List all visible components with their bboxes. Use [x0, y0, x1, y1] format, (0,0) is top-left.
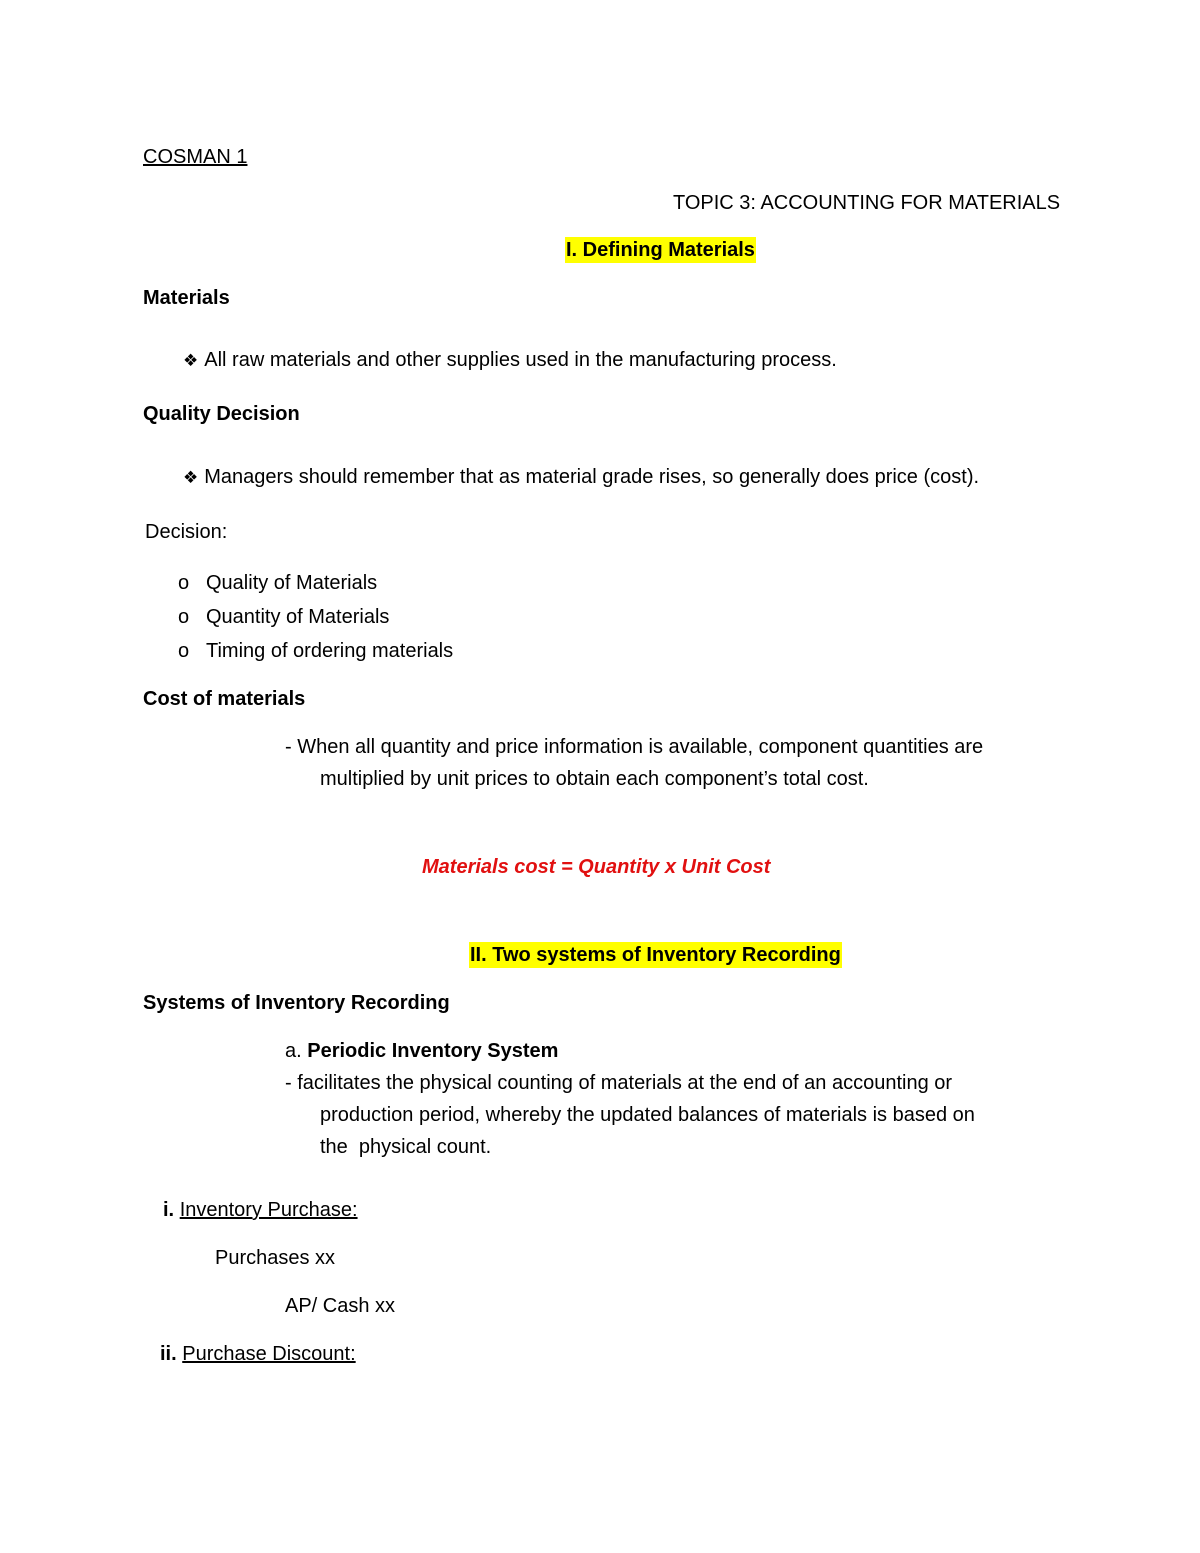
journal-debit: Purchases xx: [215, 1247, 336, 1269]
entry-heading: [160, 1344, 356, 1364]
course-code: COSMAN 1: [143, 146, 248, 168]
systems-subheading: Systems of Inventory Recording: [143, 992, 450, 1014]
decision-item: [178, 607, 389, 627]
decision-item-text: Quality of Materials: [206, 572, 378, 594]
periodic-description-line: - facilitates the physical counting of materials at the end of an accounting or: [285, 1072, 953, 1094]
section-heading-1: [565, 240, 756, 260]
decision-item: [178, 641, 453, 661]
cost-of-materials-title: Cost of materials: [143, 688, 306, 710]
diamond-bullet-icon: ❖: [183, 468, 199, 487]
decision-label: Decision:: [145, 521, 228, 543]
circle-bullet-icon: o: [178, 572, 190, 594]
decision-item-text: Quantity of Materials: [206, 606, 390, 628]
journal-credit: AP/ Cash xx: [285, 1295, 396, 1317]
periodic-system-title: [285, 1041, 558, 1061]
circle-bullet-icon: o: [178, 640, 190, 662]
quality-decision-title: Quality Decision: [143, 403, 300, 425]
periodic-description-line: production period, whereby the updated balances of materials is based on: [320, 1104, 975, 1126]
materials-title: Materials: [143, 287, 230, 309]
section-heading-2-text: II. Two systems of Inventory Recording: [470, 944, 841, 966]
entry-heading: [163, 1200, 358, 1220]
cost-of-materials-line: multiplied by unit prices to obtain each component’s total cost.: [320, 768, 869, 790]
decision-item-text: Timing of ordering materials: [206, 640, 454, 662]
periodic-prefix: a.: [285, 1040, 302, 1062]
entry-label: Inventory Purchase:: [179, 1199, 358, 1221]
section-heading-2: [469, 945, 842, 965]
materials-bullet-text: All raw materials and other supplies used in the manufacturing process.: [204, 349, 837, 371]
section-heading-1-text: I. Defining Materials: [566, 239, 755, 261]
entry-number: ii.: [160, 1343, 177, 1365]
cost-of-materials-line: - When all quantity and price information is available, component quantities are: [285, 736, 984, 758]
materials-bullet: [183, 350, 837, 370]
materials-cost-formula: Materials cost = Quantity x Unit Cost: [422, 856, 771, 878]
quality-decision-bullet-text: Managers should remember that as material grade rises, so generally does price (cost).: [204, 466, 980, 488]
topic-title: TOPIC 3: ACCOUNTING FOR MATERIALS: [673, 192, 1061, 214]
quality-decision-bullet: [183, 467, 979, 487]
periodic-description-line: the physical count.: [320, 1136, 492, 1158]
entry-label: Purchase Discount:: [182, 1343, 356, 1365]
diamond-bullet-icon: ❖: [183, 351, 199, 370]
circle-bullet-icon: o: [178, 606, 190, 628]
periodic-title: Periodic Inventory System: [307, 1040, 559, 1062]
entry-number: i.: [163, 1199, 175, 1221]
decision-item: [178, 573, 377, 593]
